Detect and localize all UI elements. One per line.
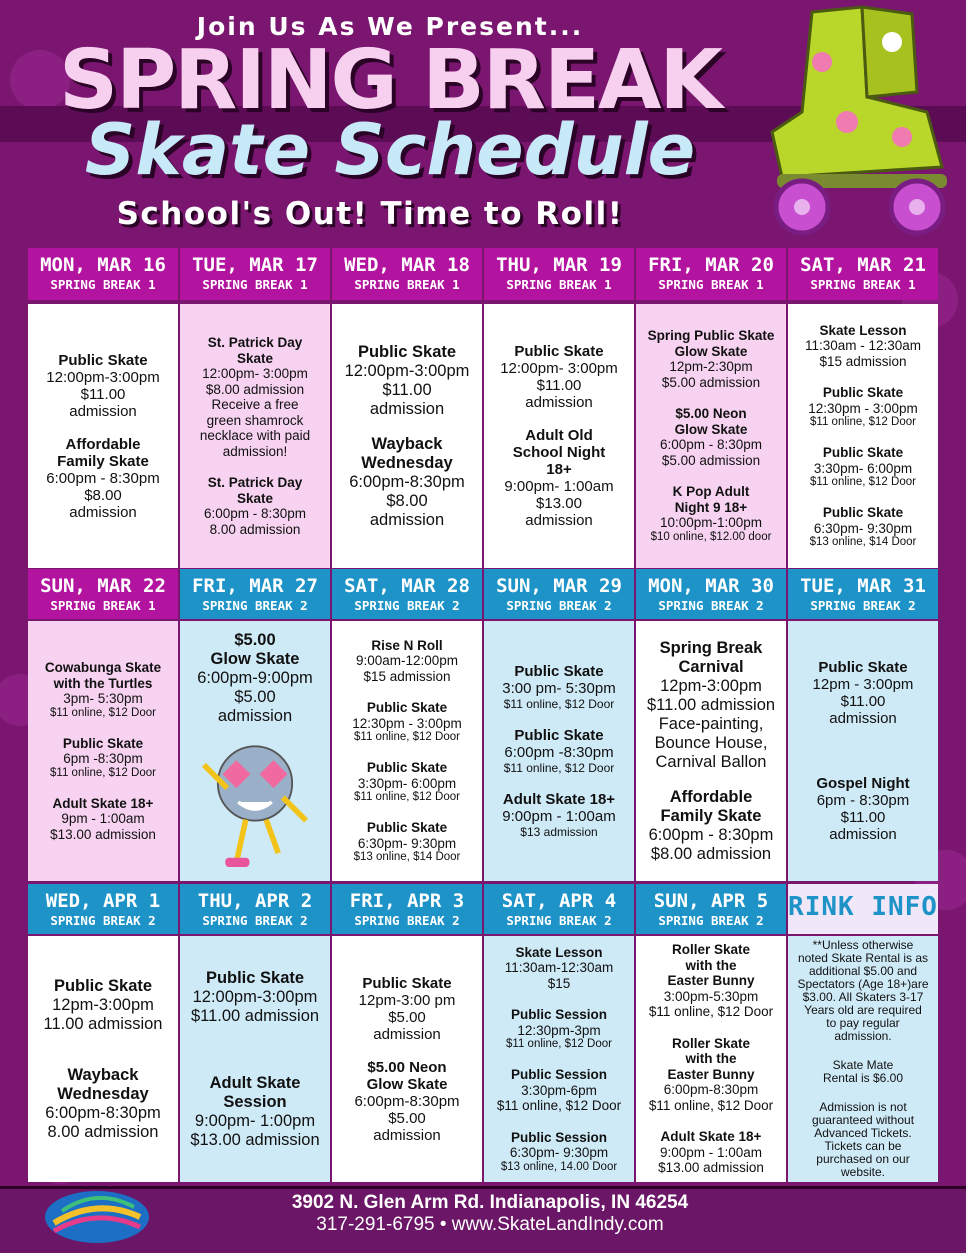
event-line: $11 online, $12 Door: [50, 706, 156, 719]
line-spacer: [184, 1042, 326, 1058]
event-line: $11 online, $12 Door: [50, 766, 156, 779]
week-label: SPRING BREAK 1: [202, 277, 308, 292]
day-header: [180, 569, 330, 619]
line-spacer: [488, 991, 630, 1007]
event-line: Wayback: [371, 434, 443, 453]
event-line: Public Skate: [822, 445, 904, 461]
event-line: $13 online, $14 Door: [353, 851, 461, 864]
line-spacer: [792, 743, 934, 759]
day-schedule: [484, 304, 634, 568]
week-label: SPRING BREAK 2: [202, 598, 308, 613]
event-line: $11.00: [80, 385, 126, 403]
event-line: admission.: [834, 1029, 892, 1043]
roller-skate-icon: [752, 2, 962, 242]
event-line: Years old are required: [804, 1003, 922, 1017]
event-line: 8.00 admission: [209, 521, 301, 537]
line-spacer: [792, 369, 934, 385]
event-line: $11 online, $12 Door: [354, 791, 460, 804]
intro-text: Join Us As We Present...: [196, 12, 584, 41]
event-line: admission: [69, 503, 137, 521]
day-schedule: [636, 304, 786, 568]
event-line: admission: [369, 399, 445, 418]
event-line: St. Patrick Day: [207, 475, 303, 490]
event-line: Public Session: [510, 1067, 608, 1082]
line-spacer: [792, 489, 934, 505]
event-line: 12:30pm - 3:00pm: [808, 400, 918, 416]
event-line: Public Skate: [362, 974, 452, 992]
day-label: FRI, APR 3: [349, 890, 465, 912]
day-header: [788, 248, 938, 300]
event-line: $11 online, $12 Door: [503, 697, 615, 711]
event-line: St. Patrick Day: [207, 335, 303, 350]
event-line: $11.00: [382, 380, 432, 399]
rink-info-header: [788, 884, 938, 934]
event-line: Adult Skate 18+: [52, 795, 154, 811]
event-line: Family Skate: [57, 452, 149, 470]
event-line: $11 online, $12 Door: [648, 1004, 774, 1020]
week-label: SPRING BREAK 1: [658, 277, 764, 292]
day-label: THU, APR 2: [197, 890, 313, 912]
day-label: MON, MAR 30: [648, 575, 774, 597]
event-line: 11.00 admission: [43, 1014, 163, 1033]
event-line: Rental is $6.00: [822, 1071, 904, 1085]
week-label: SPRING BREAK 2: [658, 598, 764, 613]
event-line: Session: [223, 1092, 287, 1111]
event-line: 18+: [546, 461, 572, 478]
event-line: 3:30pm- 6:00pm: [813, 460, 913, 476]
event-line: 6pm - 8:30pm: [816, 792, 910, 809]
event-line: Public Skate: [205, 968, 305, 987]
event-line: Spring Public Skate: [647, 328, 775, 344]
day-schedule: [484, 621, 634, 881]
event-line: Public Skate: [514, 727, 604, 744]
event-line: $11 online, $12 Door: [648, 1097, 774, 1113]
day-header: [332, 569, 482, 619]
event-line: 6pm -8:30pm: [63, 751, 143, 766]
event-line: Skate: [236, 490, 274, 506]
line-spacer: [336, 804, 478, 820]
event-line: with the Turtles: [53, 675, 153, 691]
line-spacer: [640, 1020, 782, 1036]
event-line: Wednesday: [361, 453, 453, 472]
line-spacer: [640, 468, 782, 484]
event-line: School Night: [512, 444, 606, 461]
event-line: 3:30pm-6pm: [521, 1082, 597, 1098]
event-line: 12pm-2:30pm: [669, 359, 753, 375]
day-header: [788, 569, 938, 619]
event-line: Family Skate: [660, 806, 762, 825]
event-line: 6:00pm-8:30pm: [663, 1082, 759, 1098]
event-line: Skate: [236, 350, 274, 366]
event-line: additional $5.00 and: [808, 964, 918, 978]
line-spacer: [32, 780, 174, 796]
week-label: SPRING BREAK 1: [50, 277, 156, 292]
line-spacer: [488, 775, 630, 791]
event-line: $5.00: [234, 631, 276, 649]
line-spacer: [488, 711, 630, 727]
event-line: $11 online, $12 Door: [354, 731, 460, 744]
footer-contact: 317-291-6795 • www.SkateLandIndy.com: [316, 1214, 664, 1235]
week-label: SPRING BREAK 1: [354, 277, 460, 292]
line-spacer: [336, 684, 478, 700]
event-line: Admission is not: [819, 1100, 907, 1114]
line-spacer: [336, 744, 478, 760]
event-line: 11:30am - 12:30am: [804, 338, 922, 354]
event-line: $11.00 admission: [190, 1006, 320, 1025]
event-line: Public Skate: [366, 820, 448, 836]
event-line: Public Skate: [514, 663, 604, 680]
event-line: Public Session: [510, 1129, 608, 1145]
line-spacer: [184, 1058, 326, 1074]
event-line: 10:00pm-1:00pm: [659, 515, 763, 531]
event-line: Public Skate: [366, 760, 448, 776]
event-line: $13.00: [536, 495, 582, 512]
event-line: $13.00 admission: [190, 1130, 320, 1149]
event-line: $11.00: [840, 693, 886, 710]
day-header: [636, 248, 786, 300]
event-line: $11 online, $12 Door: [810, 416, 916, 429]
day-header: [28, 884, 178, 934]
day-header: [484, 884, 634, 934]
day-header: [28, 569, 178, 619]
event-line: $8.00 admission: [650, 844, 772, 863]
event-line: Easter Bunny: [667, 1066, 755, 1082]
event-line: Public Skate: [822, 385, 904, 401]
event-line: Wayback: [67, 1065, 139, 1084]
day-label: SUN, APR 5: [653, 890, 769, 912]
event-line: $11 online, $12 Door: [506, 1038, 612, 1050]
event-line: 9:00pm- 1:00pm: [194, 1111, 316, 1130]
event-line: Public Skate: [366, 700, 448, 716]
disco-ball-icon: [190, 732, 320, 872]
day-label: SAT, MAR 28: [344, 575, 470, 597]
line-spacer: [640, 1113, 782, 1129]
event-line: 12pm - 3:00pm: [812, 676, 914, 693]
event-line: Spring Break: [659, 638, 763, 657]
event-line: 3:00 pm- 5:30pm: [502, 680, 616, 697]
event-line: 12:00pm-3:00pm: [344, 361, 470, 380]
event-line: 11:30am-12:30am: [504, 960, 614, 975]
event-line: Public Skate: [53, 976, 153, 995]
week-label: SPRING BREAK 2: [658, 913, 764, 928]
event-line: noted Skate Rental is as: [797, 951, 929, 965]
week-label: SPRING BREAK 1: [810, 277, 916, 292]
event-line: Public Skate: [62, 735, 144, 751]
day-header: [28, 248, 178, 300]
event-line: $5.00: [234, 688, 276, 706]
event-line: 6:00pm - 8:30pm: [659, 437, 763, 453]
day-header: [484, 248, 634, 300]
event-line: 6:00pm - 8:30pm: [203, 506, 307, 521]
event-line: with the: [685, 957, 737, 973]
line-spacer: [32, 420, 174, 436]
event-line: Cowabunga Skate: [44, 660, 162, 675]
event-line: Carnival Ballon: [655, 752, 767, 771]
event-line: Adult Skate: [209, 1073, 301, 1092]
event-line: 8.00 admission: [47, 1122, 159, 1141]
line-spacer: [640, 772, 782, 788]
day-header: [636, 569, 786, 619]
event-line: $11.00 admission: [646, 695, 776, 714]
line-spacer: [488, 411, 630, 427]
event-line: **Unless otherwise: [812, 938, 914, 952]
line-spacer: [792, 429, 934, 445]
event-line: $15 admission: [363, 668, 451, 684]
day-label: SAT, APR 4: [501, 890, 617, 912]
event-line: Advanced Tickets.: [814, 1126, 912, 1140]
event-line: to pay regular: [826, 1016, 900, 1030]
day-label: TUE, MAR 17: [192, 254, 318, 276]
event-line: Adult Skate 18+: [502, 791, 616, 808]
event-line: Skate Lesson: [819, 322, 907, 338]
line-spacer: [792, 1043, 934, 1059]
event-line: $11 online, $12 Door: [496, 1098, 622, 1113]
day-schedule: [28, 621, 178, 881]
event-line: Wednesday: [57, 1084, 149, 1103]
day-schedule: [180, 621, 330, 881]
day-label: SUN, MAR 29: [496, 575, 622, 597]
event-line: $13 online, $14 Door: [809, 536, 917, 549]
event-line: admission: [369, 510, 445, 529]
event-line: 6:30pm- 9:30pm: [813, 520, 913, 536]
event-line: 12:00pm- 3:00pm: [202, 366, 308, 381]
event-line: Night 9 18+: [674, 499, 748, 515]
day-label: TUE, MAR 31: [800, 575, 926, 597]
week-label: SPRING BREAK 2: [354, 598, 460, 613]
day-header: [332, 248, 482, 300]
event-line: $15: [547, 975, 571, 991]
week-label: SPRING BREAK 2: [354, 913, 460, 928]
event-line: $8.00 admission: [205, 381, 305, 397]
event-line: Affordable: [669, 787, 753, 806]
day-schedule: [180, 936, 330, 1182]
day-header: [484, 569, 634, 619]
line-spacer: [792, 759, 934, 775]
event-line: $8.00: [84, 486, 122, 504]
line-spacer: [488, 1051, 630, 1067]
event-line: admission: [217, 707, 293, 725]
event-line: website.: [840, 1165, 886, 1179]
event-line: 3pm- 5:30pm: [63, 691, 143, 706]
day-schedule: [788, 304, 938, 568]
event-line: admission: [69, 402, 137, 420]
event-line: $13 admission: [520, 825, 598, 839]
line-spacer: [488, 1114, 630, 1130]
event-line: Roller Skate: [671, 1035, 751, 1051]
week-label: SPRING BREAK 1: [506, 277, 612, 292]
event-line: Glow Skate: [366, 1075, 448, 1093]
day-schedule: [332, 304, 482, 568]
event-line: 12:00pm-3:00pm: [192, 987, 318, 1006]
line-spacer: [32, 1050, 174, 1066]
event-line: necklace with paid: [199, 428, 311, 443]
event-line: 6:00pm-9:00pm: [197, 669, 313, 687]
event-line: Affordable: [65, 435, 141, 453]
event-line: $15 admission: [819, 353, 907, 369]
event-line: Roller Skate: [671, 942, 751, 958]
event-line: Glow Skate: [674, 421, 748, 437]
event-line: 9:00pm- 1:00am: [504, 478, 614, 495]
event-line: 12pm-3:00pm: [660, 676, 762, 695]
event-line: 9:00pm - 1:00am: [502, 808, 616, 825]
event-line: 3:30pm- 6:00pm: [357, 775, 457, 791]
event-line: Public Skate: [357, 342, 457, 361]
event-line: $13.00 admission: [50, 826, 156, 842]
event-line: 9:00am-12:00pm: [355, 653, 459, 669]
event-line: 6:00pm-8:30pm: [354, 1092, 460, 1110]
event-line: admission!: [222, 443, 288, 459]
event-line: $13 online, 14.00 Door: [500, 1160, 618, 1173]
event-line: $11 online, $12 Door: [810, 476, 916, 489]
event-line: Face-painting,: [658, 714, 764, 733]
event-line: 12:30pm - 3:00pm: [352, 715, 462, 731]
event-line: Adult Skate 18+: [660, 1129, 762, 1145]
day-schedule: [28, 936, 178, 1182]
event-line: $5.00 admission: [661, 374, 761, 390]
event-line: Rise N Roll: [371, 637, 443, 653]
event-line: Skate Lesson: [515, 944, 603, 960]
event-line: 12:00pm-3:00pm: [46, 368, 160, 386]
event-line: Tickets can be: [824, 1139, 902, 1153]
day-schedule: [332, 621, 482, 881]
skateland-logo-icon: [42, 1187, 152, 1247]
event-line: $5.00 admission: [661, 452, 761, 468]
event-line: Gospel Night: [816, 775, 910, 792]
event-line: 6:00pm -8:30pm: [504, 744, 614, 761]
event-line: 6:00pm - 8:30pm: [648, 825, 774, 844]
week-label: SPRING BREAK 2: [202, 913, 308, 928]
line-spacer: [336, 1043, 478, 1059]
day-schedule: [28, 304, 178, 568]
line-spacer: [32, 1034, 174, 1050]
event-line: $5.00 Neon: [675, 406, 747, 422]
event-line: Public Skate: [822, 505, 904, 521]
day-schedule: [180, 304, 330, 568]
event-line: Public Session: [510, 1007, 608, 1022]
event-line: admission: [373, 1025, 441, 1043]
event-line: 6:00pm - 8:30pm: [46, 469, 160, 487]
footer-address: 3902 N. Glen Arm Rd. Indianapolis, IN 46254: [291, 1192, 689, 1213]
week-label: SPRING BREAK 2: [50, 913, 156, 928]
event-line: $11.00: [840, 809, 886, 826]
day-label: WED, APR 1: [45, 890, 161, 912]
event-line: Bounce House,: [654, 733, 768, 752]
day-schedule: [484, 936, 634, 1182]
event-line: $5.00: [388, 1008, 426, 1026]
event-line: Receive a free: [211, 397, 299, 412]
day-schedule: [788, 621, 938, 881]
event-line: with the: [685, 1051, 737, 1067]
event-line: Spectators (Age 18+)are: [797, 977, 929, 991]
event-line: Adult Old: [525, 427, 593, 444]
day-label: SAT, MAR 21: [800, 254, 926, 276]
line-spacer: [184, 459, 326, 475]
event-line: admission: [525, 512, 593, 529]
event-line: 6:00pm-8:30pm: [349, 472, 465, 491]
event-line: Easter Bunny: [667, 973, 755, 989]
week-label: SPRING BREAK 1: [50, 598, 156, 613]
day-schedule: [636, 621, 786, 881]
event-line: Public Skate: [818, 659, 908, 676]
line-spacer: [640, 390, 782, 406]
event-line: admission: [373, 1126, 441, 1144]
event-line: 9:00pm - 1:00am: [659, 1144, 763, 1160]
day-label: FRI, MAR 20: [648, 254, 774, 276]
event-line: 12:30pm-3pm: [517, 1022, 601, 1038]
title-spring-break: SPRING BREAK: [59, 33, 721, 128]
day-label: MON, MAR 16: [40, 254, 166, 276]
day-schedule: [332, 936, 482, 1182]
line-spacer: [336, 419, 478, 435]
event-line: $10 online, $12.00 door: [650, 530, 772, 543]
week-label: SPRING BREAK 2: [506, 598, 612, 613]
event-line: $3.00. All Skaters 3-17: [802, 990, 924, 1004]
line-spacer: [792, 727, 934, 743]
event-line: Carnival: [678, 657, 744, 676]
event-line: $11.00: [536, 377, 582, 394]
event-line: Glow Skate: [674, 343, 748, 359]
event-line: 12pm-3:00pm: [52, 995, 154, 1014]
day-header: [636, 884, 786, 934]
event-line: green shamrock: [206, 412, 304, 428]
event-line: $13.00 admission: [658, 1160, 764, 1176]
event-line: 12:00pm- 3:00pm: [500, 360, 618, 377]
event-line: admission: [525, 394, 593, 411]
event-line: $5.00 Neon: [367, 1058, 447, 1076]
event-line: 6:00pm-8:30pm: [45, 1103, 161, 1122]
event-line: $8.00: [386, 491, 428, 510]
event-line: purchased on our: [816, 1152, 910, 1166]
line-spacer: [32, 720, 174, 736]
title-skate-schedule: Skate Schedule: [84, 109, 696, 191]
day-schedule: [636, 936, 786, 1182]
rink-info-title: RINK INFO: [788, 892, 938, 922]
day-header: [332, 884, 482, 934]
event-line: 12pm-3:00 pm: [358, 991, 456, 1009]
week-label: SPRING BREAK 2: [506, 913, 612, 928]
event-line: 3:00pm-5:30pm: [663, 988, 759, 1004]
line-spacer: [184, 1026, 326, 1042]
event-line: 9pm - 1:00am: [61, 811, 145, 826]
event-line: admission: [829, 826, 897, 843]
event-line: guaranteed without: [811, 1113, 915, 1127]
subtitle: School's Out! Time to Roll!: [116, 196, 624, 232]
week-label: SPRING BREAK 2: [810, 598, 916, 613]
day-header: [180, 884, 330, 934]
event-line: Public Skate: [58, 351, 148, 369]
event-line: $11 online, $12 Door: [503, 761, 615, 775]
event-line: admission: [829, 710, 897, 727]
day-label: SUN, MAR 22: [40, 575, 166, 597]
event-line: Skate Mate: [832, 1058, 894, 1072]
line-spacer: [792, 1085, 934, 1101]
event-line: 6:30pm- 9:30pm: [357, 835, 457, 851]
event-line: Glow Skate: [210, 650, 300, 668]
event-line: Public Skate: [514, 343, 604, 360]
day-label: WED, MAR 18: [344, 254, 470, 276]
day-header: [180, 248, 330, 300]
event-line: $5.00: [388, 1109, 426, 1127]
event-line: 6:30pm- 9:30pm: [509, 1145, 609, 1160]
day-label: THU, MAR 19: [496, 254, 622, 276]
rink-info-body: [788, 936, 938, 1182]
event-line: K Pop Adult: [672, 484, 750, 500]
day-label: FRI, MAR 27: [192, 575, 318, 597]
